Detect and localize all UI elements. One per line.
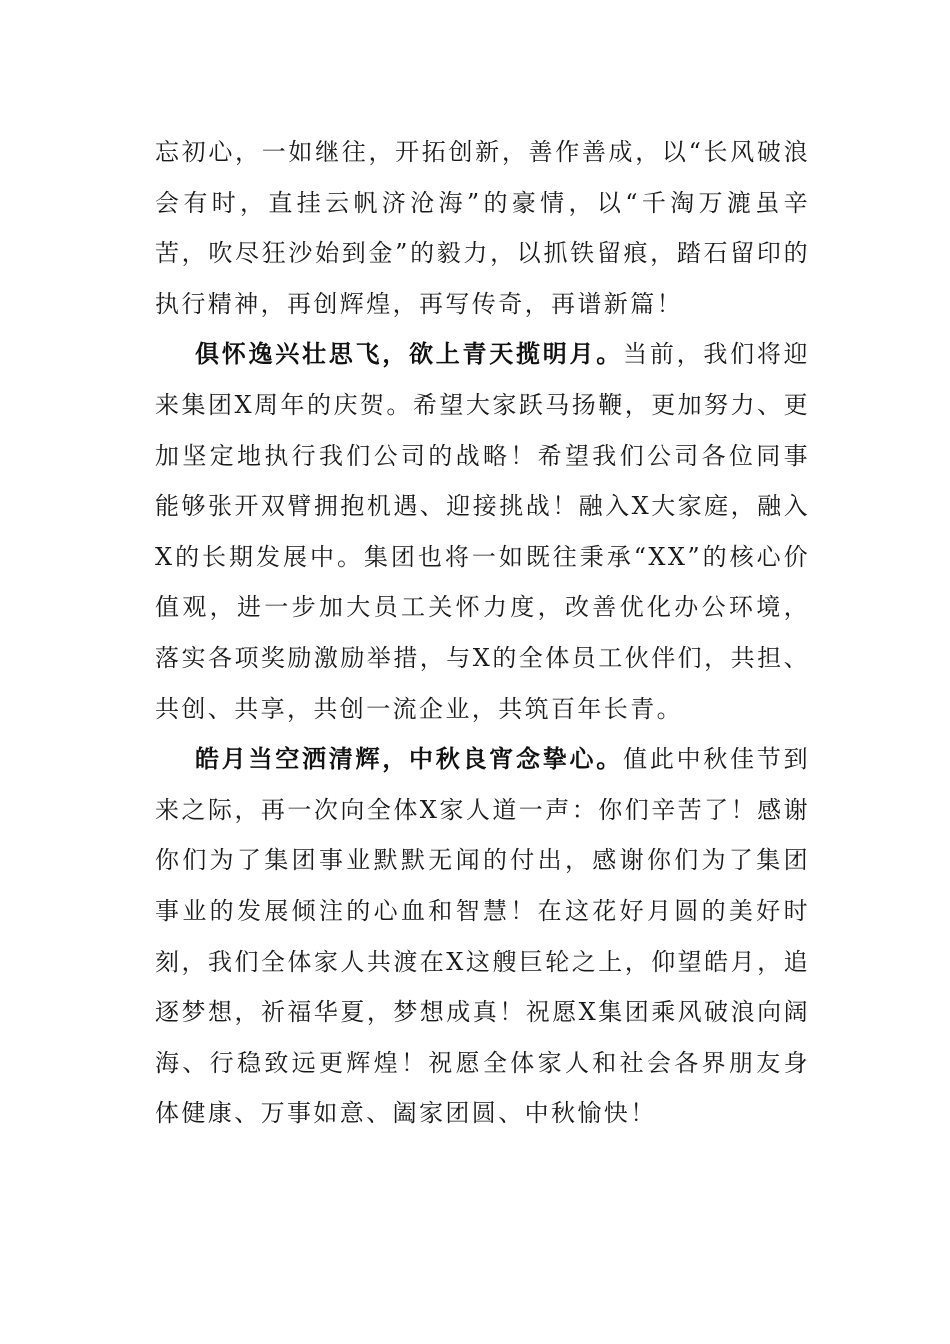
document-body xyxy=(155,127,810,1139)
paragraph-text: 值此中秋佳节到来之际，再一次向全体X家人道一声：你们辛苦了！感谢你们为了集团事业默默无闻的付出，感谢你们为了集团事业的发展倾注的心血和智慧！在这花好月圆的美好时刻，我们全体家人共渡在X这艘巨轮之上，仰望皓月，追逐梦想，祈福华夏，梦想成真！祝愿X集团乘风破浪向阔海、行稳致远更辉煌！祝愿全体家人和社会各界朋友身体健康、万事如意、阖家团圆、中秋愉快！ xyxy=(155,745,810,1128)
paragraph-mid-autumn xyxy=(155,734,810,1139)
paragraph-continuation xyxy=(155,127,810,329)
paragraph-text: 当前，我们将迎来集团X周年的庆贺。希望大家跃马扬鞭，更加努力、更加坚定地执行我们公司的战略！希望我们公司各位同事能够张开双臂拥抱机遇、迎接挑战！融入X大家庭，融入X的长期发展中。集团也将一如既往秉承“XX”的核心价值观，进一步加大员工关怀力度，改善优化办公环境，落实各项奖励激励举措，与X的全体员工伙伴们，共担、共创、共享，共创一流企业，共筑百年长青。 xyxy=(155,340,810,723)
paragraph-anniversary xyxy=(155,329,810,734)
paragraph-lead-heading: 皓月当空洒清辉，中秋良宵念挚心。 xyxy=(195,745,624,774)
paragraph-text: 忘初心，一如继往，开拓创新，善作善成，以“长风破浪会有时，直挂云帆济沧海”的豪情，以“千淘万漉虽辛苦，吹尽狂沙始到金”的毅力，以抓铁留痕，踏石留印的执行精神，再创辉煌，再写传奇，再谱新篇！ xyxy=(155,138,810,318)
paragraph-lead-heading: 俱怀逸兴壮思飞，欲上青天揽明月。 xyxy=(195,340,624,369)
